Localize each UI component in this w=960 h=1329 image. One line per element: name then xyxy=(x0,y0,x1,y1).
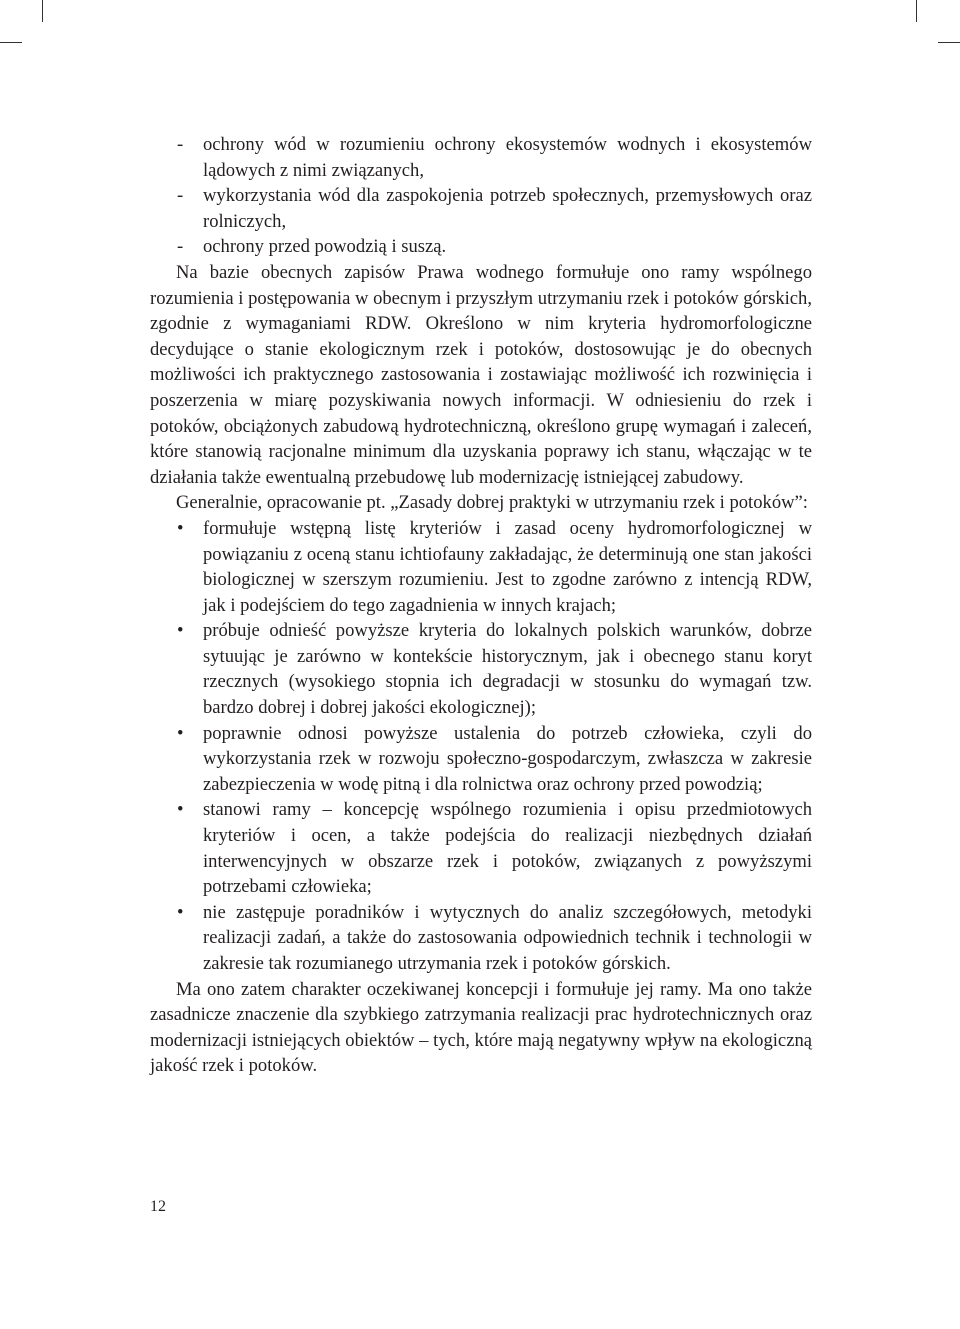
page-body xyxy=(150,132,812,1079)
dash-list-item xyxy=(150,234,812,260)
dash-marker: - xyxy=(177,134,184,155)
bullet-list-item xyxy=(150,516,812,618)
bullet-list-item-text: poprawnie odnosi powyższe ustalenia do potrzeb człowieka, czyli do wykorzystania rzek w rozwoju społeczno-gospodarczym, zwłaszcza w zakresie zabezpieczenia w wodę pitną i dla rolnictwa oraz ochrony przed powodzią; xyxy=(203,722,812,795)
bullet-list-item xyxy=(150,618,812,720)
dash-marker: - xyxy=(177,185,184,207)
crop-mark-top-left xyxy=(42,0,43,22)
bullet-list-item-text: próbuje odnieść powyższe kryteria do lokalnych polskich warunków, dobrze sytuując je zarówno w kontekście historycznym, jak i obecnego stanu koryt rzecznych (wysokiego stopnia ich degradacji w stosunku do wymagań tzw. bardzo dobrej i dobrej jakości ekologicznej); xyxy=(203,620,812,719)
dash-list-item-text: ochrony wód w rozumieniu ochrony ekosystemów wodnych i ekosystemów lądowych z nimi związanych, xyxy=(203,134,812,181)
bullet-list-item xyxy=(150,721,812,798)
paragraph-framework: Na bazie obecnych zapisów Prawa wodnego formułuje ono ramy wspólnego rozumienia i postępowania w obecnym i przyszłym utrzymaniu rzek i potoków górskich, zgodnie z wymaganiami RDW. Określono w nim kryteria hydromorfologiczne decydujące o stanie ekologicznym rzek i potoków, dostosowując je do obecnych możliwości ich praktycznego zastosowania i zostawiając możliwość ich rozwinięcia i poszerzenia w miarę pozyskiwania nowych informacji. W odniesieniu do rzek i potoków, obciążonych zabudową hydrotechniczną, określono grupę wymagań i zaleceń, które stanowią racjonalne minimum dla uzyskania poprawy ich stanu, włączając w te działania także ewentualną przebudowę lub modernizację istniejącej zabudowy. xyxy=(150,261,812,488)
bullet-list xyxy=(150,516,812,977)
bullet-list-item xyxy=(150,900,812,977)
dash-list xyxy=(150,132,812,260)
bullet-list-item-text: nie zastępuje poradników i wytycznych do analiz szczegółowych, metodyki realizacji zadań, a także do zastosowania odpowiednich technik i technologii w zakresie tak rozumianego utrzymania rzek i potoków górskich. xyxy=(203,901,812,974)
bullet-marker: • xyxy=(177,517,184,539)
paragraph-generalnie: Generalnie, opracowanie pt. „Zasady dobrej praktyki w utrzymaniu rzek i potoków”: xyxy=(176,492,808,514)
crop-mark-top-right xyxy=(916,0,917,22)
crop-mark-top-right-horizontal xyxy=(938,42,960,43)
page-number: 12 xyxy=(150,1198,166,1215)
dash-list-item-text: wykorzystania wód dla zaspokojenia potrzeb społecznych, przemysłowych oraz rolniczych, xyxy=(203,185,812,232)
bullet-marker: • xyxy=(177,620,184,642)
bullet-list-item-text: stanowi ramy – koncepcję wspólnego rozumienia i opisu przedmiotowych kryteriów i ocen, a także podejścia do realizacji niezbędnych działań interwencyjnych w obszarze rzek i potoków, związanych z powyższymi potrzebami człowieka; xyxy=(203,799,812,898)
bullet-marker: • xyxy=(177,722,184,744)
dash-marker: - xyxy=(177,236,184,258)
bullet-marker: • xyxy=(177,901,184,923)
bullet-list-item xyxy=(150,797,812,899)
dash-list-item xyxy=(150,183,812,234)
dash-list-item-text: ochrony przed powodzią i suszą. xyxy=(203,236,447,258)
bullet-list-item-text: formułuje wstępną listę kryteriów i zasad oceny hydromorfologicznej w powiązaniu z oceną stanu ichtiofauny zakładając, że determinują one stan jakości biologicznej w szerszym rozumieniu. Jest to zgodne zarówno z intencją RDW, jak i podejściem do tego zagadnienia w innych krajach; xyxy=(203,517,812,616)
paragraph-conclusion: Ma ono zatem charakter oczekiwanej koncepcji i formułuje jej ramy. Ma ono także zasadnicze znaczenie dla szybkiego zatrzymania realizacji prac hydrotechnicznych oraz modernizacji istniejących obiektów – tych, które mają negatywny wpływ na ekologiczną jakość rzek i potoków. xyxy=(150,978,812,1077)
crop-mark-top-left-horizontal xyxy=(0,42,22,43)
bullet-marker: • xyxy=(177,799,184,821)
dash-list-item xyxy=(150,132,812,183)
